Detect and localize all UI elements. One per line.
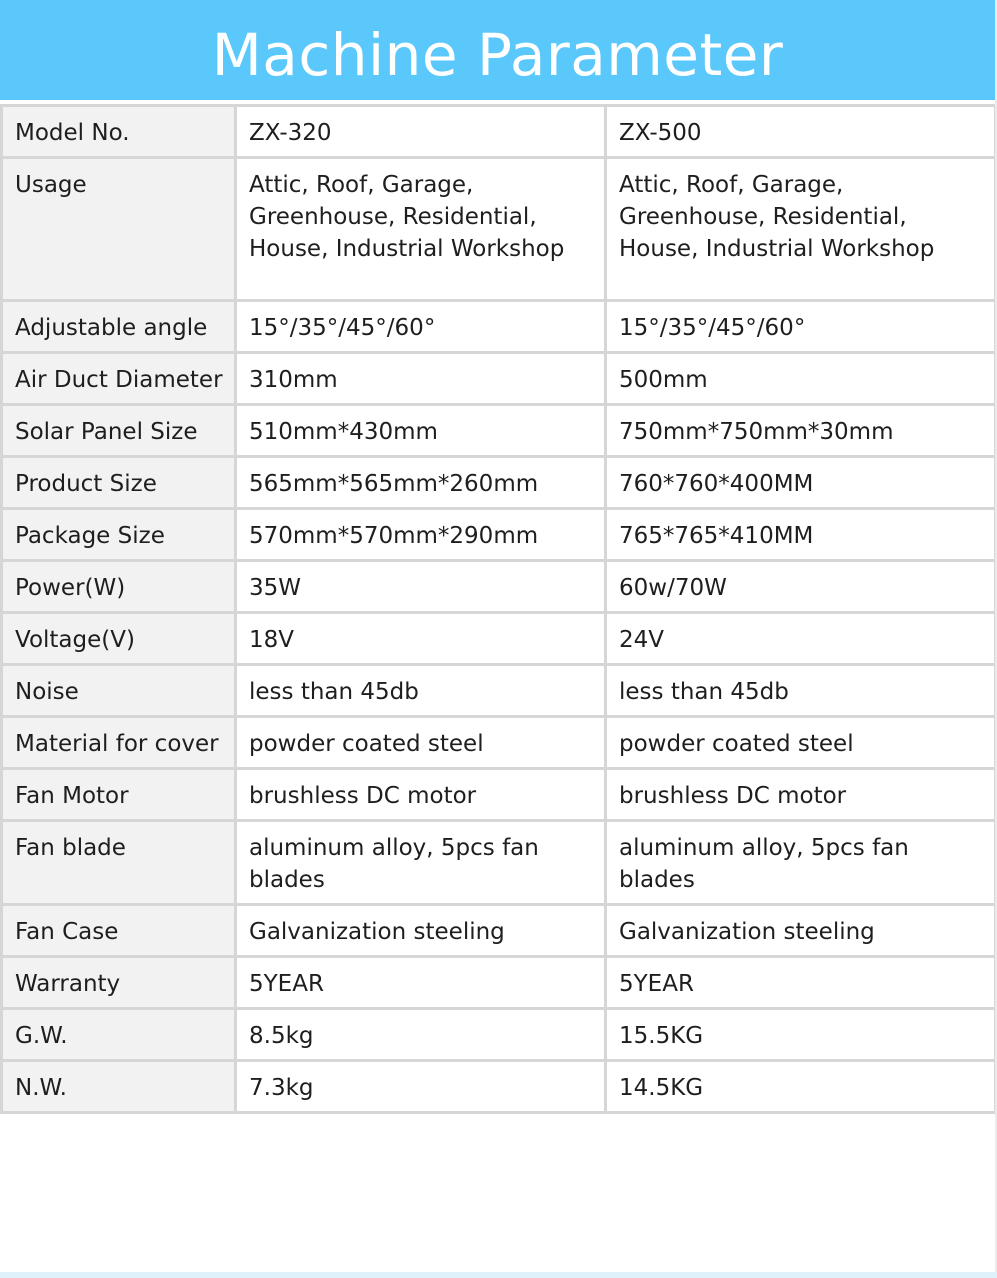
zx-320-value: 5YEAR <box>236 957 606 1009</box>
table-row <box>2 301 996 353</box>
zx-320-value: aluminum alloy, 5pcs fan blades <box>236 821 606 905</box>
zx-500-value: 5YEAR <box>606 957 996 1009</box>
zx-320-value: 310mm <box>236 353 606 405</box>
bottom-accent-bar <box>0 1272 997 1278</box>
row-label: Air Duct Diameter <box>2 353 236 405</box>
table-row <box>2 158 996 301</box>
zx-500-value: 15.5KG <box>606 1009 996 1061</box>
row-label: Package Size <box>2 509 236 561</box>
zx-500-value: less than 45db <box>606 665 996 717</box>
table-row <box>2 1009 996 1061</box>
parameter-table-container <box>0 104 995 1114</box>
zx-320-value: powder coated steel <box>236 717 606 769</box>
row-label: Model No. <box>2 106 236 158</box>
zx-500-value: Galvanization steeling <box>606 905 996 957</box>
row-label: Warranty <box>2 957 236 1009</box>
row-label: Usage <box>2 158 236 301</box>
page-title: Machine Parameter <box>211 21 784 89</box>
table-row <box>2 405 996 457</box>
zx-500-value: 750mm*750mm*30mm <box>606 405 996 457</box>
zx-500-value: brushless DC motor <box>606 769 996 821</box>
row-label: Product Size <box>2 457 236 509</box>
zx-320-value: ZX-320 <box>236 106 606 158</box>
table-row <box>2 613 996 665</box>
table-row <box>2 353 996 405</box>
table-row <box>2 905 996 957</box>
zx-500-value: Attic, Roof, Garage, Greenhouse, Residential, House, Industrial Workshop <box>606 158 996 301</box>
table-row <box>2 457 996 509</box>
zx-320-value: less than 45db <box>236 665 606 717</box>
table-row <box>2 769 996 821</box>
zx-320-value: 15°/35°/45°/60° <box>236 301 606 353</box>
zx-320-value: 35W <box>236 561 606 613</box>
zx-320-value: 565mm*565mm*260mm <box>236 457 606 509</box>
zx-500-value: 760*760*400MM <box>606 457 996 509</box>
zx-500-value: aluminum alloy, 5pcs fan blades <box>606 821 996 905</box>
zx-320-value: 570mm*570mm*290mm <box>236 509 606 561</box>
zx-500-value: 60w/70W <box>606 561 996 613</box>
zx-500-value: powder coated steel <box>606 717 996 769</box>
table-row <box>2 717 996 769</box>
header-banner <box>0 0 995 100</box>
table-row <box>2 509 996 561</box>
row-label: Noise <box>2 665 236 717</box>
zx-500-value: 500mm <box>606 353 996 405</box>
zx-320-value: 7.3kg <box>236 1061 606 1113</box>
table-row <box>2 665 996 717</box>
table-row <box>2 106 996 158</box>
zx-500-value: 765*765*410MM <box>606 509 996 561</box>
row-label: Power(W) <box>2 561 236 613</box>
zx-320-value: 510mm*430mm <box>236 405 606 457</box>
table-row <box>2 957 996 1009</box>
table-row <box>2 561 996 613</box>
zx-320-value: Attic, Roof, Garage, Greenhouse, Residential, House, Industrial Workshop <box>236 158 606 301</box>
zx-500-value: ZX-500 <box>606 106 996 158</box>
row-label: Solar Panel Size <box>2 405 236 457</box>
row-label: Adjustable angle <box>2 301 236 353</box>
row-label: N.W. <box>2 1061 236 1113</box>
table-row <box>2 821 996 905</box>
zx-320-value: 8.5kg <box>236 1009 606 1061</box>
zx-320-value: 18V <box>236 613 606 665</box>
zx-500-value: 24V <box>606 613 996 665</box>
row-label: Material for cover <box>2 717 236 769</box>
row-label: G.W. <box>2 1009 236 1061</box>
row-label: Voltage(V) <box>2 613 236 665</box>
zx-500-value: 14.5KG <box>606 1061 996 1113</box>
zx-500-value: 15°/35°/45°/60° <box>606 301 996 353</box>
zx-320-value: Galvanization steeling <box>236 905 606 957</box>
parameter-table <box>0 104 997 1114</box>
table-row <box>2 1061 996 1113</box>
row-label: Fan Case <box>2 905 236 957</box>
row-label: Fan Motor <box>2 769 236 821</box>
row-label: Fan blade <box>2 821 236 905</box>
zx-320-value: brushless DC motor <box>236 769 606 821</box>
